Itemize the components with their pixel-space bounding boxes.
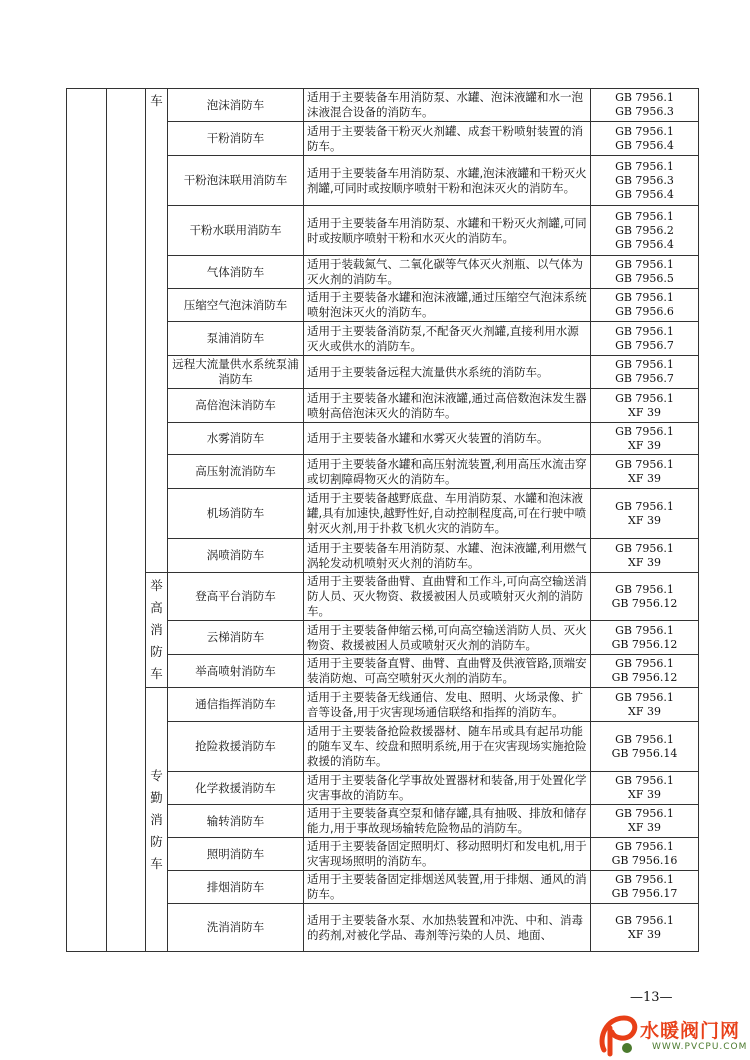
- vehicle-description-cell: 适用于装载氮气、二氧化碳等气体灭火剂瓶、以气体为灭火剂的消防车。: [304, 256, 591, 289]
- standard-code: GB 7956.6: [615, 305, 674, 318]
- vehicle-description-cell: 适用于主要装备真空泵和储存罐,具有抽吸、排放和储存能力,用于事故现场输转危险物品的消防车。: [304, 805, 591, 838]
- standards-cell: [591, 423, 699, 455]
- standard-code: GB 7956.1: [615, 690, 674, 704]
- vehicle-description-cell: 适用于主要装备水罐和泡沫液罐,通过压缩空气泡沫系统喷射泡沫灭火的消防车。: [304, 289, 591, 322]
- vehicle-name-cell: 云梯消防车: [168, 621, 304, 655]
- table-row: [67, 573, 699, 621]
- standard-code: GB 7956.1: [615, 324, 674, 338]
- standard-code: GB 7956.1: [615, 499, 674, 513]
- standard-code: XF 39: [628, 405, 661, 419]
- standard-code: GB 7956.1: [615, 258, 674, 271]
- vehicle-name-cell: 远程大流量供水系统泵浦消防车: [168, 356, 304, 389]
- standards-cell: [591, 904, 699, 952]
- vehicle-description-cell: 适用于主要装备水罐和高压射流装置,利用高压水流击穿或切割障碍物灭火的消防车。: [304, 455, 591, 489]
- standards-cell: [591, 289, 699, 322]
- vehicle-description-cell: 适用于主要装备消防泵,不配备灭火剂罐,直接利用水源灭火或供水的消防车。: [304, 322, 591, 356]
- standards-cell: [591, 89, 699, 122]
- vehicle-description-cell: 适用于主要装备化学事故处置器材和装备,用于处置化学灾害事故的消防车。: [304, 772, 591, 805]
- standard-code: GB 7956.16: [611, 854, 678, 867]
- vehicle-description-cell: 适用于主要装备车用消防泵、水罐,泡沫液罐和干粉灭火剂罐,可同时或按顺序喷射干粉和泡沫灭火的消防车。: [304, 156, 591, 206]
- standards-cell: [591, 621, 699, 655]
- standards-cell: [591, 256, 699, 289]
- standard-code: GB 7956.1: [615, 913, 674, 927]
- standard-code: GB 7956.1: [615, 807, 674, 820]
- vehicle-name-cell: 抢险救援消防车: [168, 722, 304, 772]
- standards-cell: [591, 455, 699, 489]
- standard-code: GB 7956.1: [615, 358, 674, 371]
- vehicle-name-cell: 登高平台消防车: [168, 573, 304, 621]
- standard-code: GB 7956.1: [615, 291, 674, 304]
- watermark-text: 水暖阀门网: [640, 1020, 741, 1042]
- vehicle-description-cell: 适用于主要装备曲臂、直曲臂和工作斗,可向高空输送消防人员、灭火物资、救援被困人员或喷射灭火剂的消防车。: [304, 573, 591, 621]
- standards-cell: [591, 356, 699, 389]
- standard-code: GB 7956.14: [611, 746, 678, 760]
- vehicle-name-cell: 输转消防车: [168, 805, 304, 838]
- vehicle-name-cell: 洗消消防车: [168, 904, 304, 952]
- standard-code: XF 39: [628, 438, 661, 452]
- vehicle-description-cell: 适用于主要装备水罐和泡沫液罐,通过高倍数泡沫发生器喷射高倍泡沫灭火的消防车。: [304, 389, 591, 423]
- standards-cell: [591, 655, 699, 688]
- vehicle-name-cell: 举高喷射消防车: [168, 655, 304, 688]
- vehicle-name-cell: 高压射流消防车: [168, 455, 304, 489]
- standards-cell: [591, 838, 699, 871]
- standard-code: XF 39: [628, 788, 661, 801]
- vehicle-name-cell: 泡沫消防车: [168, 89, 304, 122]
- standard-code: GB 7956.1: [615, 732, 674, 746]
- standard-code: XF 39: [628, 513, 661, 527]
- vehicle-description-cell: 适用于主要装备车用消防泵、水罐、泡沫液罐和水一泡沫液混合设备的消防车。: [304, 89, 591, 122]
- standard-code: GB 7956.2: [615, 223, 674, 237]
- vehicle-name-cell: 气体消防车: [168, 256, 304, 289]
- vehicle-name-cell: 照明消防车: [168, 838, 304, 871]
- table-row: [67, 688, 699, 722]
- vehicle-name-cell: 压缩空气泡沫消防车: [168, 289, 304, 322]
- site-watermark: [596, 1012, 746, 1058]
- vehicle-description-cell: 适用于主要装备伸缩云梯,可向高空输送消防人员、灭火物资、救援被困人员或喷射灭火剂的消防车。: [304, 621, 591, 655]
- vehicle-description-cell: 适用于主要装备抢险救援器材、随车吊或具有起吊功能的随车叉车、绞盘和照明系统,用于在灾害现场实施抢险救援的消防车。: [304, 722, 591, 772]
- standards-cell: [591, 805, 699, 838]
- standard-code: GB 7956.7: [615, 338, 674, 352]
- vehicle-description-cell: 适用于主要装备车用消防泵、水罐、泡沫液罐,利用燃气涡轮发动机喷射灭火剂的消防车。: [304, 539, 591, 573]
- vehicle-description-cell: 适用于主要装备水罐和水雾灭火装置的消防车。: [304, 423, 591, 455]
- standard-code: GB 7956.1: [615, 457, 674, 471]
- standards-cell: [591, 871, 699, 904]
- standard-code: GB 7956.1: [615, 774, 674, 787]
- standard-code: GB 7956.1: [615, 873, 674, 886]
- vehicle-description-cell: 适用于主要装备车用消防泵、水罐和干粉灭火剂罐,可同时或按顺序喷射干粉和水灭火的消防车。: [304, 206, 591, 256]
- standard-code: XF 39: [628, 471, 661, 485]
- standard-code: GB 7956.4: [615, 138, 674, 152]
- standard-code: GB 7956.1: [615, 582, 674, 596]
- standards-cell: [591, 722, 699, 772]
- standard-code: GB 7956.1: [615, 623, 674, 637]
- vehicle-name-cell: 机场消防车: [168, 489, 304, 539]
- standard-code: GB 7956.12: [611, 596, 678, 610]
- standard-code: GB 7956.3: [615, 173, 674, 187]
- standard-code: GB 7956.1: [615, 424, 674, 438]
- standard-code: GB 7956.1: [615, 124, 674, 138]
- page-number: —13—: [630, 990, 673, 1005]
- standard-code: XF 39: [628, 927, 661, 941]
- standard-code: GB 7956.4: [615, 187, 674, 201]
- category-cell-fire-fighting: [146, 89, 168, 573]
- standard-code: GB 7956.7: [615, 372, 674, 385]
- vehicle-description-cell: 适用于主要装备干粉灭火剂罐、成套干粉喷射装置的消防车。: [304, 122, 591, 156]
- standard-code: GB 7956.1: [615, 840, 674, 853]
- vehicle-name-cell: 高倍泡沫消防车: [168, 389, 304, 423]
- vehicle-name-cell: 排烟消防车: [168, 871, 304, 904]
- vehicle-description-cell: 适用于主要装备无线通信、发电、照明、火场录像、扩音等设备,用于灾害现场通信联络和指挥的消防车。: [304, 688, 591, 722]
- standard-code: GB 7956.17: [611, 887, 678, 900]
- standards-cell: [591, 122, 699, 156]
- standards-cell: [591, 688, 699, 722]
- watermark-url: WWW.PVCPU.COM: [652, 1042, 748, 1052]
- standard-code: GB 7956.3: [615, 105, 674, 118]
- vehicle-name-cell: 泵浦消防车: [168, 322, 304, 356]
- vehicle-name-cell: 涡喷消防车: [168, 539, 304, 573]
- fire-truck-spec-table: [66, 88, 699, 952]
- standard-code: GB 7956.1: [615, 91, 674, 104]
- table-row: [67, 89, 699, 122]
- vehicle-name-cell: 通信指挥消防车: [168, 688, 304, 722]
- category-label: 专勤消防车: [150, 767, 163, 871]
- standards-cell: [591, 389, 699, 423]
- vehicle-name-cell: 水雾消防车: [168, 423, 304, 455]
- standard-code: GB 7956.12: [611, 637, 678, 651]
- vehicle-description-cell: 适用于主要装备固定排烟送风装置,用于排烟、通风的消防车。: [304, 871, 591, 904]
- standards-cell: [591, 156, 699, 206]
- standard-code: GB 7956.5: [615, 272, 674, 285]
- vehicle-name-cell: 干粉水联用消防车: [168, 206, 304, 256]
- standard-code: GB 7956.1: [615, 391, 674, 405]
- vehicle-description-cell: 适用于主要装备远程大流量供水系统的消防车。: [304, 356, 591, 389]
- standard-code: XF 39: [628, 704, 661, 718]
- standard-code: GB 7956.1: [615, 209, 674, 223]
- standards-cell: [591, 322, 699, 356]
- outer-category-cell: [67, 89, 107, 952]
- middle-category-cell: [107, 89, 146, 952]
- standard-code: GB 7956.1: [615, 657, 674, 670]
- category-label: 车: [150, 93, 163, 108]
- standard-code: GB 7956.1: [615, 541, 674, 555]
- standard-code: GB 7956.4: [615, 237, 674, 251]
- standard-code: GB 7956.1: [615, 159, 674, 173]
- standards-cell: [591, 772, 699, 805]
- standards-cell: [591, 573, 699, 621]
- standards-cell: [591, 489, 699, 539]
- standard-code: XF 39: [628, 555, 661, 569]
- vehicle-name-cell: 干粉消防车: [168, 122, 304, 156]
- vehicle-description-cell: 适用于主要装备水泵、水加热装置和冲洗、中和、消毒的药剂,对被化学品、毒剂等污染的人员、地面、: [304, 904, 591, 952]
- vehicle-description-cell: 适用于主要装备固定照明灯、移动照明灯和发电机,用于灾害现场照明的消防车。: [304, 838, 591, 871]
- watermark-logo-icon: [596, 1012, 640, 1058]
- standard-code: XF 39: [628, 821, 661, 834]
- category-label: 举高消防车: [150, 578, 163, 681]
- vehicle-description-cell: 适用于主要装备越野底盘、车用消防泵、水罐和泡沫液罐,具有加速快,越野性好,自动控制程度高,可在行驶中喷射灭火剂,用于扑救飞机火灾的消防车。: [304, 489, 591, 539]
- vehicle-description-cell: 适用于主要装备直臂、曲臂、直曲臂及供液管路,顶端安装消防炮、可高空喷射灭火剂的消防车。: [304, 655, 591, 688]
- category-cell-special: [146, 688, 168, 952]
- standard-code: GB 7956.12: [611, 671, 678, 684]
- category-cell-elevated: [146, 573, 168, 688]
- vehicle-name-cell: 干粉泡沫联用消防车: [168, 156, 304, 206]
- standards-cell: [591, 539, 699, 573]
- standards-cell: [591, 206, 699, 256]
- vehicle-name-cell: 化学救援消防车: [168, 772, 304, 805]
